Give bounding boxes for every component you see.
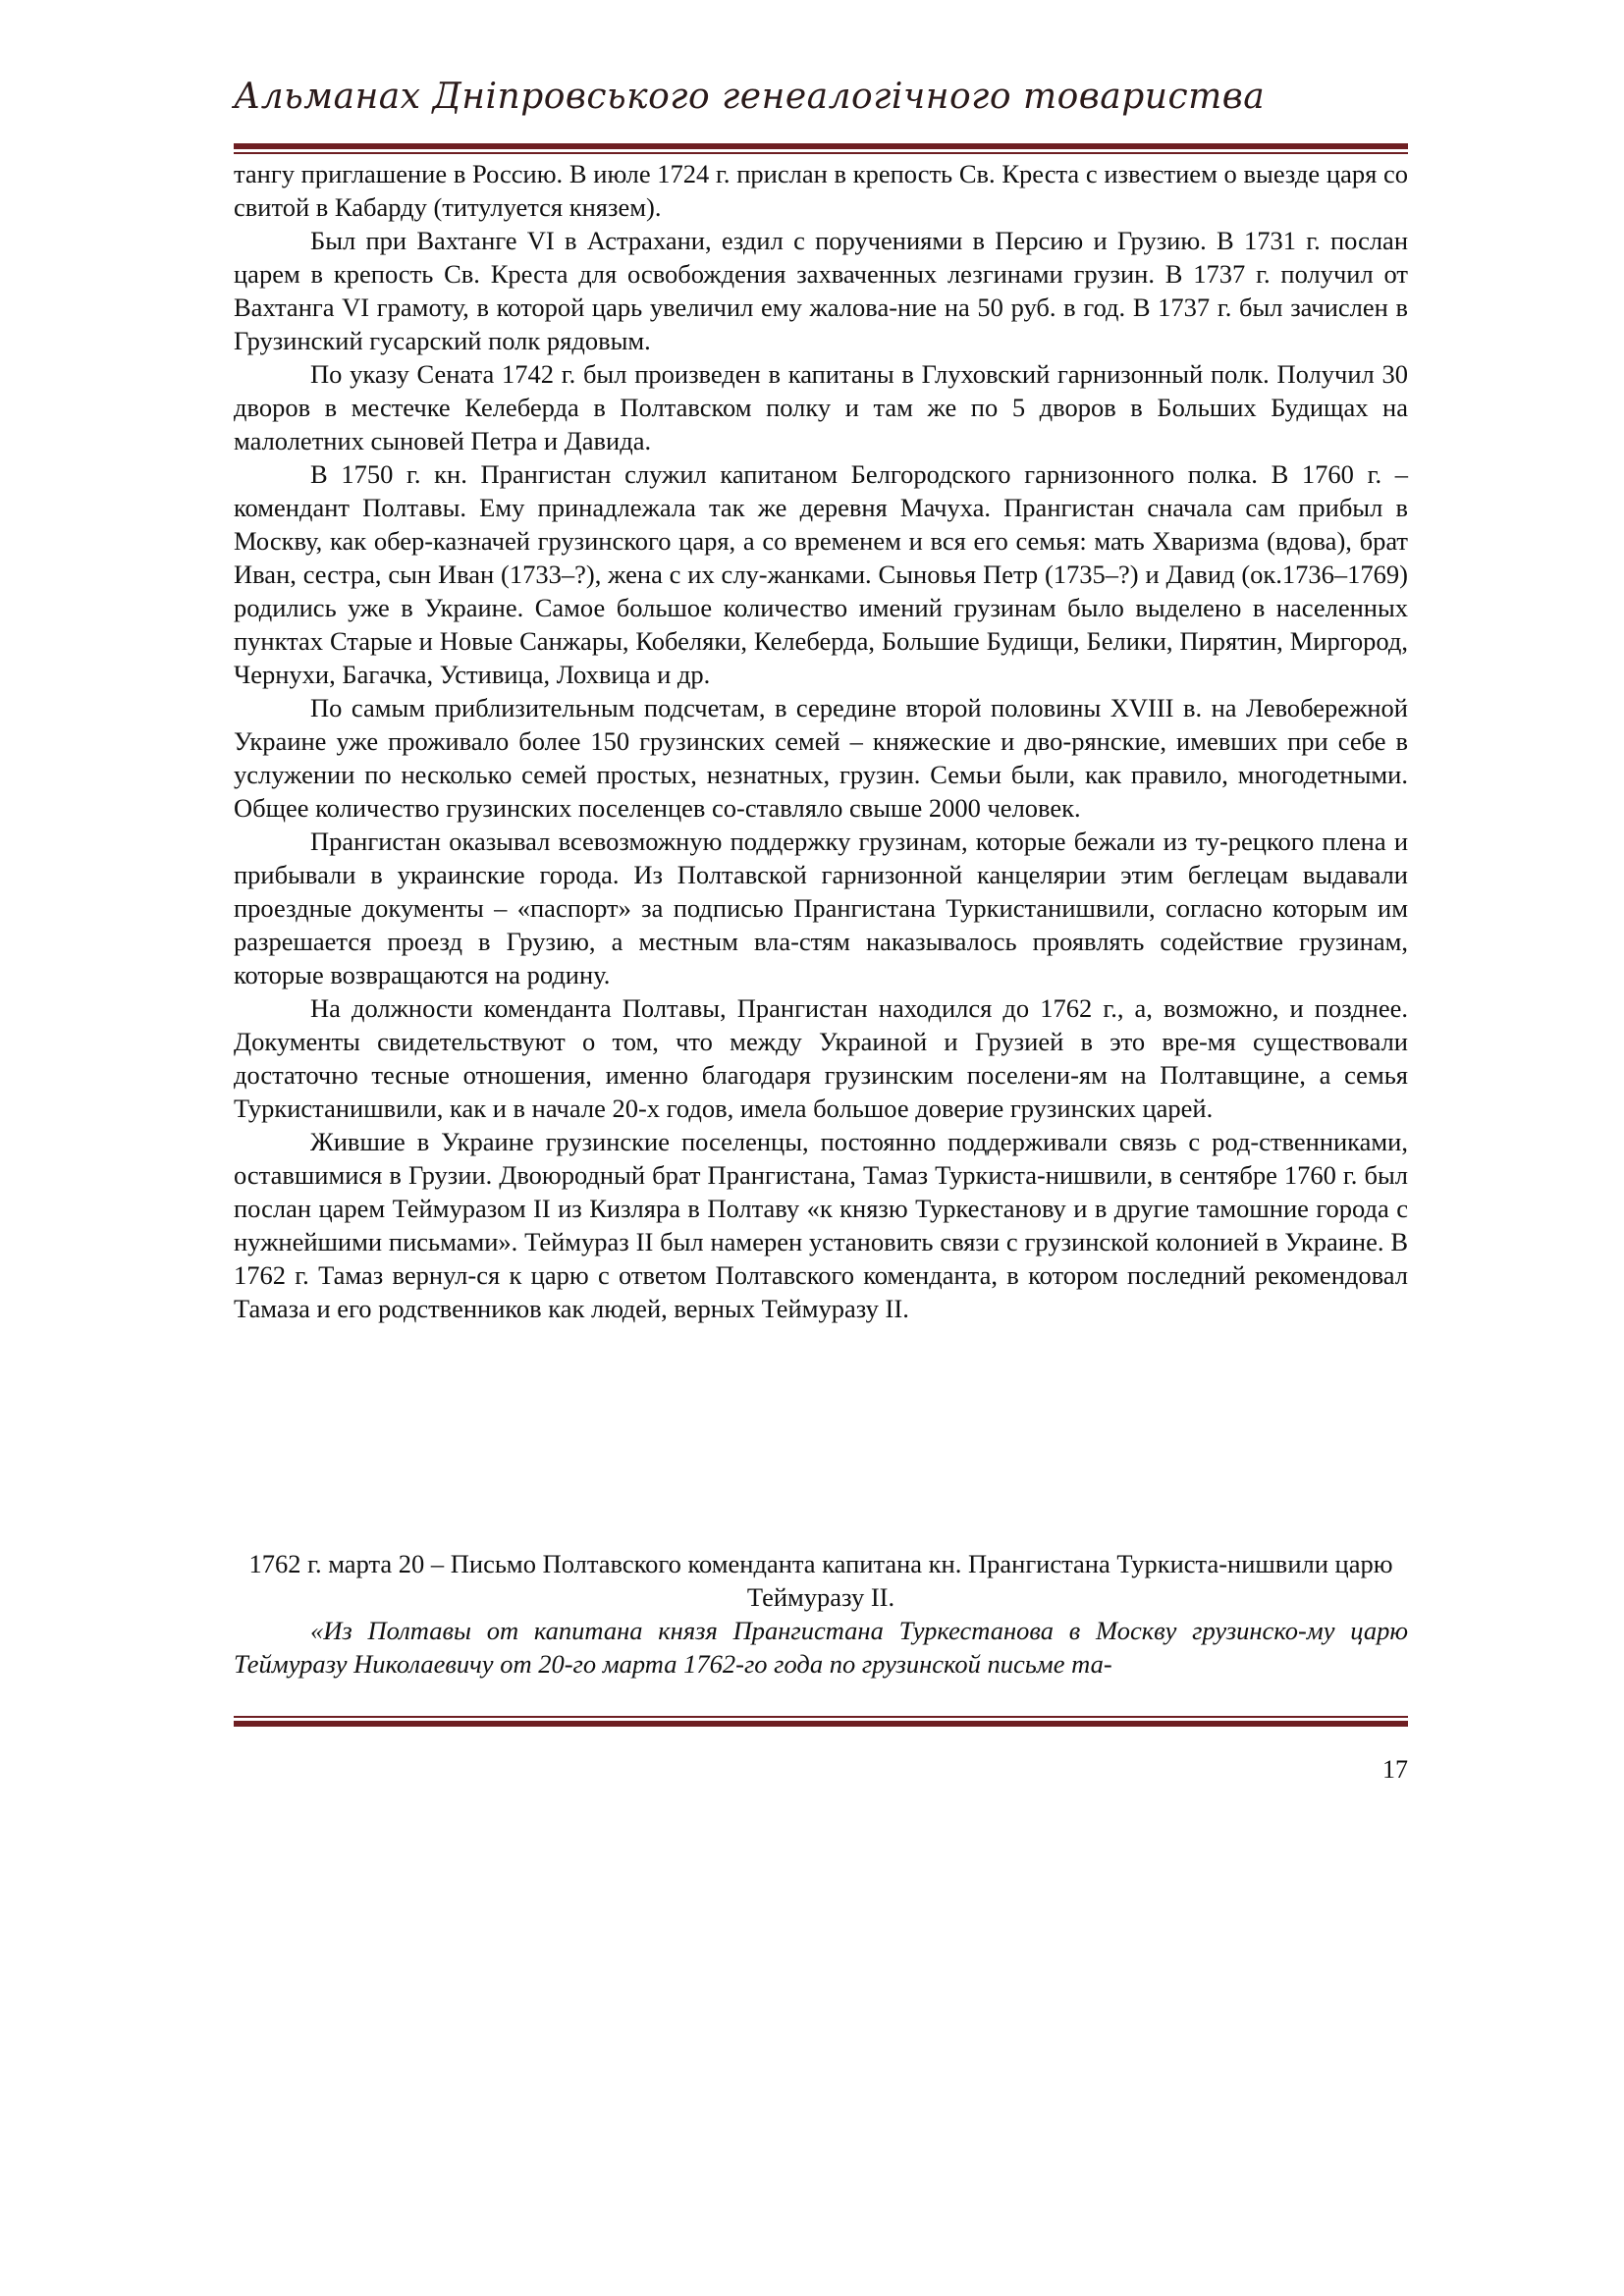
paragraph: По самым приблизительным подсчетам, в середине второй половины XVIII в. на Левобережной Украине уже проживало более 150 грузинских семей – княжеские и дво-рянские, имевших при себе в услужении по несколько семей простых, незнатных, грузин. Семьи были, как правило, многодетными. Общее количество грузинских поселенцев со-ставляло свыше 2000 человек.	[234, 693, 1408, 823]
almanac-header-title: Альманах Дніпровського генеалогічного товариства	[234, 77, 1266, 117]
paragraph: В 1750 г. кн. Прангистан служил капитаном Белгородского гарнизонного полка. В 1760 г. – комендант Полтавы. Ему принадлежала так же деревня Мачуха. Прангистан сначала сам прибыл в Москву, как обер-казначей грузинского царя, а со временем и вся его семья: мать Хваризма (вдова), брат Иван, сестра, сын Иван (1733–?), жена с их слу-жанками. Сыновья Петр (1735–?) и Давид (ок.1736–1769) родились уже в Украине. Самое большое количество имений грузинам было выделено в населенных пунктах Старые и Новые Санжары, Кобеляки, Келеберда, Большие Будищи, Белики, Пирятин, Миргород, Чернухи, Багачка, Устивица, Лохвица и др.	[234, 459, 1408, 689]
header-divider	[234, 143, 1408, 154]
footer-divider	[234, 1716, 1408, 1727]
paragraph: тангу приглашение в Россию. В июле 1724 г. прислан в крепость Св. Креста с известием о выезде царя со свитой в Кабарду (титулуется князем).	[234, 159, 1408, 222]
paragraph: Жившие в Украине грузинские поселенцы, постоянно поддерживали связь с род-ственниками, оставшимися в Грузии. Двоюродный брат Прангистана, Тамаз Туркиста-нишвили, в сентябре 1760 г. был послан царем Теймуразом II из Кизляра в Полтаву «к князю Туркестанову и в другие тамошние города с нужнейшими письмами». Теймураз II был намерен установить связи с грузинской колонией в Украине. В 1762 г. Тамаз вернул-ся к царю с ответом Полтавского коменданта, в котором последний рекомендовал Тамаза и его родственников как людей, верных Теймуразу II.	[234, 1127, 1408, 1323]
paragraph: Был при Вахтанге VI в Астрахани, ездил с поручениями в Персию и Грузию. В 1731 г. послан царем в крепость Св. Креста для освобождения захваченных лезгинами грузин. В 1737 г. получил от Вахтанга VI грамоту, в которой царь увеличил ему жалова-ние на 50 руб. в год. В 1737 г. был зачислен в Грузинский гусарский полк рядовым.	[234, 226, 1408, 355]
paragraph: По указу Сената 1742 г. был произведен в капитаны в Глуховский гарнизонный полк. Получил 30 дворов в местечке Келеберда в Полтавском полку и там же по 5 дворов в Больших Будищах на малолетних сыновей Петра и Давида.	[234, 359, 1408, 455]
document-title: 1762 г. марта 20 – Письмо Полтавского коменданта капитана кн. Прангистана Туркиста-нишвили царю Теймуразу II.	[248, 1549, 1393, 1612]
paragraph: Прангистан оказывал всевозможную поддержку грузинам, которые бежали из ту-рецкого плена и прибывали в украинские города. Из Полтавской гарнизонной канцелярии этим беглецам выдавали проездные документы – «паспорт» за подписью Прангистана Туркистанишвили, согласно которым им разрешается проезд в Грузию, а местным вла-стям наказывалось проявлять содействие грузинам, которые возвращаются на родину.	[234, 827, 1408, 989]
paragraph: На должности коменданта Полтавы, Прангистан находился до 1762 г., а, возможно, и позднее. Документы свидетельствуют о том, что между Украиной и Грузией в это вре-мя существовали достаточно тесные отношения, именно благодаря грузинским поселени-ям на Полтавщине, а семья Туркистанишвили, как и в начале 20-х годов, имела большое доверие грузинских царей.	[234, 993, 1408, 1123]
page-number: 17	[1382, 1755, 1408, 1784]
article-body	[234, 157, 1408, 1325]
letter-quote: «Из Полтавы от капитана князя Прангистана Туркестанова в Москву грузинско-му царю Теймуразу Николаевичу от 20-го марта 1762-го года по грузинской письме та-	[234, 1616, 1408, 1679]
